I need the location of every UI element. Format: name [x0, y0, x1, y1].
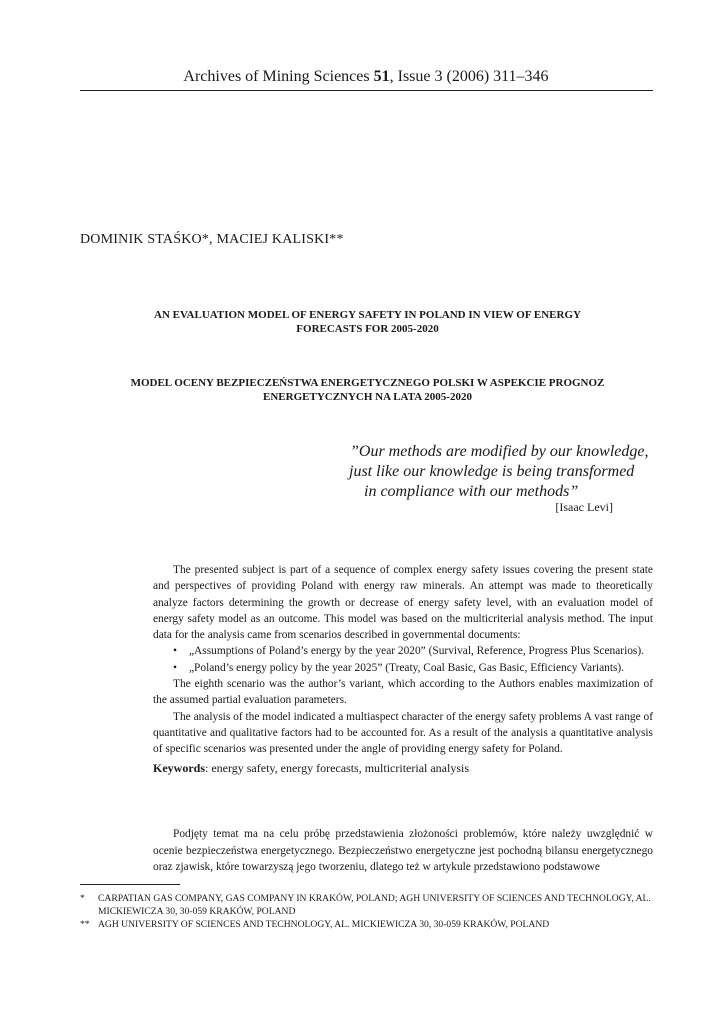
footnote-mark: * — [80, 893, 85, 904]
abstract — [153, 562, 653, 758]
epigraph-author: [Isaac Levi] — [555, 500, 613, 514]
running-header — [80, 66, 652, 88]
footnote-mark: ** — [80, 919, 90, 930]
list-item — [153, 660, 653, 676]
journal-volume: 51 — [373, 68, 390, 85]
scenario-list — [153, 643, 653, 676]
list-item — [153, 643, 653, 659]
journal-issue-pages: , Issue 3 (2006) 311–346 — [389, 68, 549, 85]
epigraph-line: just like our knowledge is being transformed — [349, 463, 635, 480]
abstract-paragraph: The eighth scenario was the author’s variant, which according to the Authors enables maximization of the assumed partial evaluation parameters. — [153, 678, 653, 707]
footnote — [80, 892, 653, 918]
bullet-icon: • — [173, 645, 177, 658]
epigraph-line: in compliance with our methods” — [364, 483, 579, 500]
footnote-rule — [80, 884, 180, 885]
title-english: AN EVALUATION MODEL OF ENERGY SAFETY IN POLAND IN VIEW OF ENERGY FORECASTS FOR 2005-2020 — [154, 309, 581, 335]
body-text — [153, 826, 653, 876]
footnote-text: AGH UNIVERSITY OF SCIENCES AND TECHNOLOGY, AL. MICKIEWICZA 30, 30-059 KRAKÓW, POLAND — [98, 919, 550, 930]
footnotes — [80, 892, 653, 931]
epigraph — [348, 442, 648, 502]
keywords-label: Keywords — [153, 761, 205, 775]
list-item-text: „Assumptions of Poland’s energy by the year 2020” (Survival, Reference, Progress Plus Scenarios). — [189, 645, 645, 658]
keywords-text: : energy safety, energy forecasts, multicriterial analysis — [205, 761, 470, 775]
abstract-paragraph: The analysis of the model indicated a multiaspect character of the energy safety problems A vast range of quantitative and qualitative factors had to be accounted for. As a result of the analysis a quantitative analysis of specific scenarios was presented under the angle of providing energy safety for Poland. — [153, 710, 653, 756]
title-polish: MODEL OCENY BEZPIECZEŃSTWA ENERGETYCZNEGO POLSKI W ASPEKCIE PROGNOZ ENERGETYCZNYCH NA LATA 2005-2020 — [130, 377, 605, 403]
journal-name: Archives of Mining Sciences — [183, 68, 374, 85]
footnote — [80, 918, 653, 931]
header-rule — [80, 90, 653, 91]
body-paragraph: Podjęty temat ma na celu próbę przedstawienia złożoności problemów, które należy uwzględnić w ocenie bezpieczeństwa energetycznego. Bezpieczeństwo energetyczne jest pochodną bilansu energetycznego oraz zjawisk, które towarzyszą jego tworzeniu, dlatego też w artykule przedstawiono podstawowe — [153, 828, 653, 873]
authors: DOMINIK STAŚKO*, MACIEJ KALISKI** — [80, 232, 344, 247]
bullet-icon: • — [173, 661, 177, 674]
epigraph-line: ”Our methods are modified by our knowledge, — [350, 443, 649, 460]
list-item-text: „Poland’s energy policy by the year 2025” (Treaty, Coal Basic, Gas Basic, Efficiency Variants). — [189, 661, 625, 674]
abstract-paragraph: The presented subject is part of a sequence of complex energy safety issues covering the present state and perspectives of providing Poland with energy raw minerals. An attempt was made to theoretically analyze factors determining the growth or decrease of energy safety level, with an evaluation model of energy safety model as an outcome. This model was based on the multicriterial analysis method. The input data for the analysis came from scenarios described in governmental documents: — [153, 564, 653, 642]
footnote-text: CARPATIAN GAS COMPANY, GAS COMPANY IN KRAKÓW, POLAND; AGH UNIVERSITY OF SCIENCES AND TECHNOLOGY, AL. MICKIEWICZA 30, 30-059 KRAKÓW, POLAND — [98, 893, 651, 917]
keywords — [153, 761, 469, 776]
